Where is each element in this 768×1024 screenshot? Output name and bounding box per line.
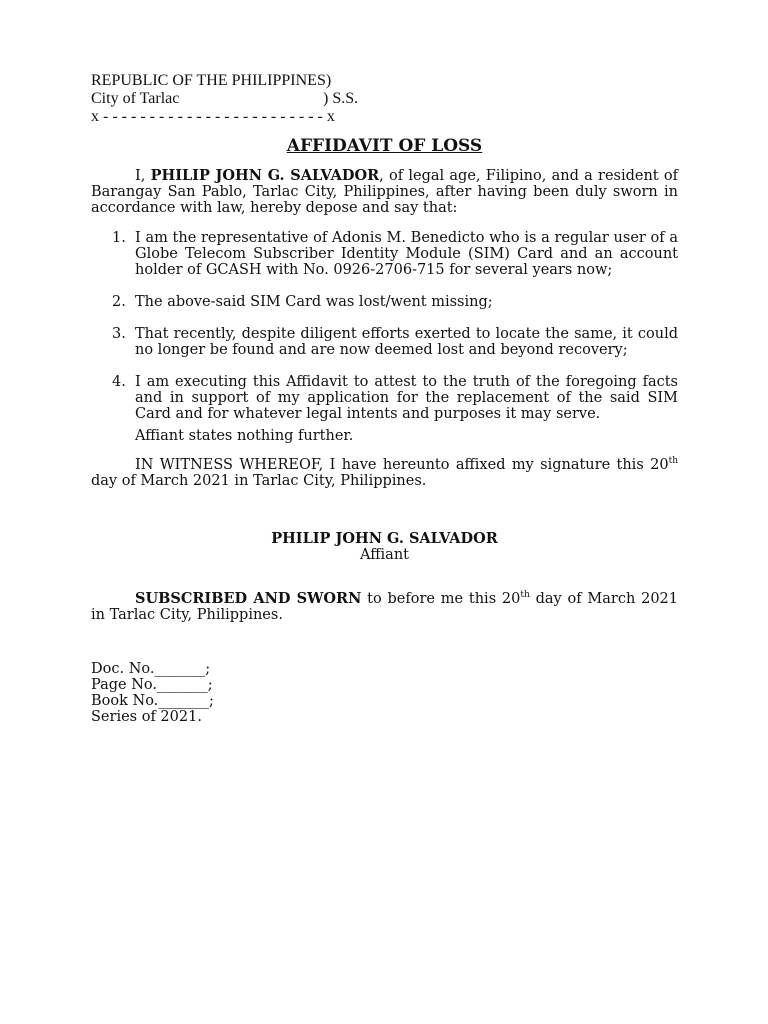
venue-divider: x - - - - - - - - - - - - - - - - - - - - - - - - x xyxy=(91,108,335,125)
book-no: Book No._______; xyxy=(91,693,214,709)
venue-header xyxy=(91,72,678,126)
jurat-bold: SUBSCRIBED AND SWORN xyxy=(135,590,362,607)
signature-role: Affiant xyxy=(360,547,409,563)
jurat-text-1: to before me this 20 xyxy=(361,591,521,607)
item-number: 1. xyxy=(112,230,126,246)
intro-prefix: I, xyxy=(135,168,151,184)
item-text: The above-said SIM Card was lost/went missing; xyxy=(135,294,493,310)
witness-text-1: IN WITNESS WHEREOF, I have hereunto affixed my signature this 20 xyxy=(135,457,669,473)
page-no: Page No._______; xyxy=(91,677,213,693)
list-item xyxy=(91,230,678,278)
intro-paragraph xyxy=(91,168,678,216)
affiant-name: PHILIP JOHN G. SALVADOR xyxy=(150,167,380,184)
ss-label: ) S.S. xyxy=(323,90,359,107)
doc-no: Doc. No._______; xyxy=(91,661,211,677)
city-line xyxy=(91,90,678,108)
city-label: City of Tarlac xyxy=(91,90,180,107)
jurat-paragraph xyxy=(91,591,678,623)
republic-line: REPUBLIC OF THE PHILIPPINES) xyxy=(91,72,332,89)
affiant-states: Affiant states nothing further. xyxy=(135,428,354,444)
list-item xyxy=(91,326,678,358)
item-number: 4. xyxy=(112,374,126,390)
item-text: I am the representative of Adonis M. Benedicto who is a regular user of a Globe Telecom Subscriber Identity Module (SIM) Card and an account holder of GCASH with No. 0926-2706-715 for several years now; xyxy=(135,230,678,278)
jurat-sup: th xyxy=(520,590,530,600)
intro-text: , of legal age, Filipino, and a resident of Barangay San Pablo, Tarlac City, Philippines, after having been duly sworn in accordance with law, hereby depose and say that: xyxy=(91,168,678,216)
list-item xyxy=(91,294,678,310)
item-text: I am executing this Affidavit to attest to the truth of the foregoing facts and in support of my application for the replacement of the said SIM Card and for whatever legal intents and purposes it may serve. xyxy=(135,374,678,422)
item-number: 3. xyxy=(112,326,126,342)
jurat-text-2: day of March 2021 in Tarlac City, Philippines. xyxy=(91,591,678,623)
series: Series of 2021. xyxy=(91,709,202,725)
document-title: AFFIDAVIT OF LOSS xyxy=(286,136,483,156)
depositions-list xyxy=(91,230,678,438)
signature-name: PHILIP JOHN G. SALVADOR xyxy=(271,530,498,547)
item-number: 2. xyxy=(112,294,126,310)
signature-block xyxy=(91,531,678,563)
list-item xyxy=(91,374,678,422)
notarial-register xyxy=(91,661,678,725)
item-text: That recently, despite diligent efforts exerted to locate the same, it could no longer be found and are now deemed lost and beyond recovery; xyxy=(135,326,678,358)
witness-text-2: day of March 2021 in Tarlac City, Philippines. xyxy=(91,473,427,489)
witness-sup: th xyxy=(668,456,678,466)
witness-paragraph xyxy=(91,457,678,489)
